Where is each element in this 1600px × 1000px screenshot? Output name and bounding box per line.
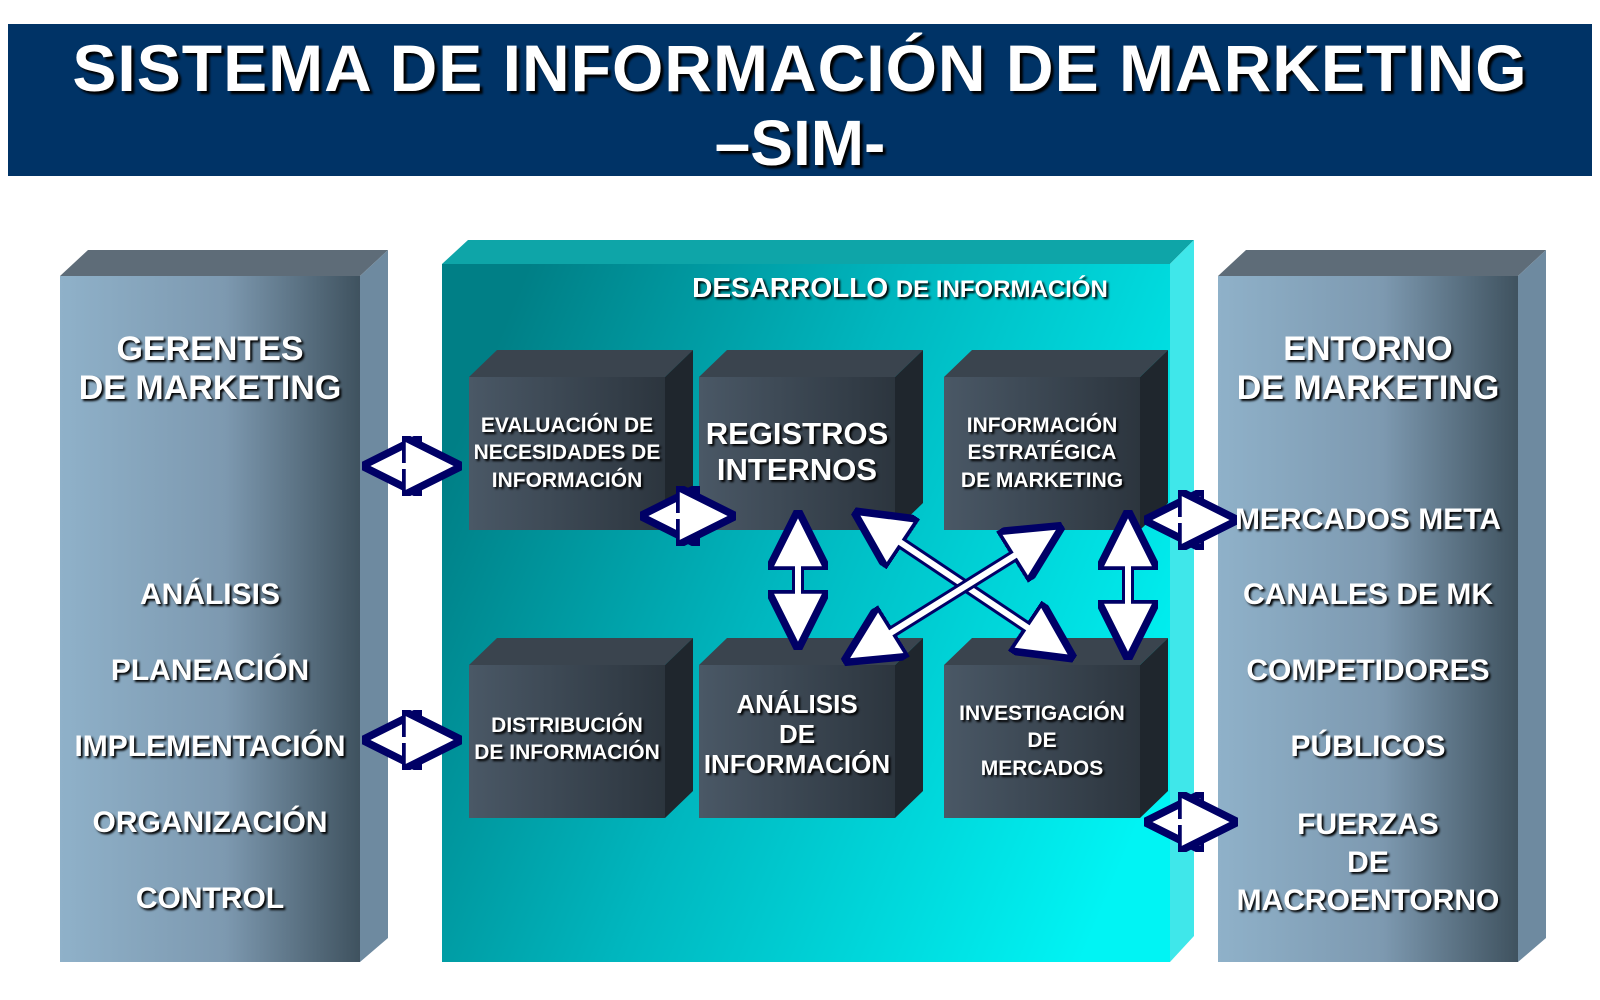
box-investigacion-label bbox=[944, 700, 1140, 782]
box-line: ESTRATÉGICA bbox=[967, 441, 1117, 465]
box-line: DE MARKETING bbox=[960, 468, 1124, 492]
left-heading bbox=[60, 330, 360, 408]
box-line: REGISTROS bbox=[705, 416, 889, 451]
right-item-line: MACROENTORNO bbox=[1236, 884, 1500, 918]
right-item-macroentorno bbox=[1218, 806, 1518, 920]
left-item: PLANEACIÓN bbox=[110, 654, 310, 687]
box-line: ANÁLISIS bbox=[736, 689, 858, 719]
box-line: MERCADOS bbox=[980, 756, 1104, 780]
right-heading bbox=[1218, 330, 1518, 408]
box-line: INVESTIGACIÓN bbox=[959, 702, 1125, 725]
box-line: DE INFORMACIÓN bbox=[474, 741, 660, 765]
left-item: CONTROL bbox=[135, 882, 285, 915]
box-line: INFORMACIÓN bbox=[966, 414, 1118, 437]
right-item: CANALES DE MK bbox=[1242, 578, 1493, 611]
box-line: DE bbox=[778, 718, 816, 749]
center-panel bbox=[442, 240, 1194, 962]
box-line: INFORMACIÓN bbox=[703, 748, 891, 779]
page-title: SISTEMA DE INFORMACIÓN DE MARKETING bbox=[72, 31, 1528, 105]
center-title-rest: DE INFORMACIÓN bbox=[895, 276, 1108, 303]
box-analisis-label bbox=[699, 690, 895, 780]
page-subtitle: –SIM- bbox=[714, 107, 886, 179]
right-item: MERCADOS META bbox=[1234, 503, 1502, 536]
box-distribucion-label bbox=[469, 712, 665, 767]
center-title-bold: DESARROLLO bbox=[692, 272, 889, 303]
box-line: DE bbox=[1027, 729, 1057, 753]
box-line: DISTRIBUCIÓN bbox=[491, 714, 643, 737]
right-item-line: DE bbox=[1347, 846, 1389, 880]
box-line: INFORMACIÓN bbox=[491, 468, 643, 492]
left-item: IMPLEMENTACIÓN bbox=[74, 730, 346, 763]
left-heading-line2: DE MARKETING bbox=[78, 369, 342, 408]
right-item: PÚBLICOS bbox=[1290, 730, 1446, 763]
right-item: COMPETIDORES bbox=[1246, 654, 1490, 687]
box-line: EVALUACIÓN DE bbox=[480, 414, 654, 437]
center-title bbox=[640, 272, 1160, 304]
left-item: ANÁLISIS bbox=[139, 578, 280, 611]
box-estrategica-label bbox=[944, 412, 1140, 494]
right-item-line: FUERZAS bbox=[1297, 808, 1439, 841]
left-item: ORGANIZACIÓN bbox=[92, 806, 328, 839]
box-line: INTERNOS bbox=[716, 451, 878, 487]
box-line: NECESIDADES DE bbox=[473, 441, 661, 465]
box-evaluacion-label bbox=[469, 412, 665, 494]
right-heading-line2: DE MARKETING bbox=[1236, 369, 1500, 408]
box-registros-label bbox=[699, 416, 895, 487]
right-heading-line1: ENTORNO bbox=[1283, 330, 1453, 368]
left-heading-line1: GERENTES bbox=[116, 330, 304, 368]
